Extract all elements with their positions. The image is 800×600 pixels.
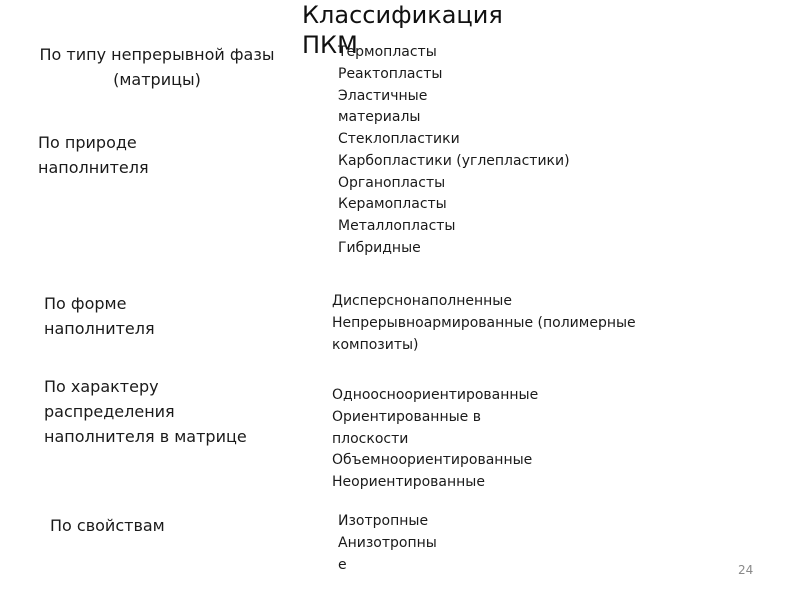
list-item: Дисперснонаполненные	[332, 293, 512, 309]
list-item: Стеклопластики	[338, 131, 460, 147]
category-filler-nature: По природе наполнителя	[38, 133, 149, 177]
list-item: Карбопластики (углепластики)	[338, 152, 570, 169]
category-properties: По свойствам	[50, 516, 165, 535]
list-item: Металлопласты	[338, 218, 456, 235]
list-item: е	[338, 556, 347, 573]
items-filler-nature	[338, 129, 570, 260]
list-item: Объемноориентированные	[332, 452, 533, 469]
list-item: материалы	[338, 109, 421, 126]
items-filler-distribution	[332, 385, 538, 494]
category-filler-distribution: По характеру распределения наполнителя в матрице	[44, 377, 247, 446]
list-item: Керамопласты	[338, 196, 447, 213]
items-filler-shape	[332, 291, 636, 356]
list-item: Реактопласты	[338, 65, 443, 82]
items-matrix-type	[338, 42, 442, 129]
list-item: Термопласты	[338, 44, 437, 60]
list-item: Изотропные	[338, 513, 429, 529]
list-item: композиты)	[332, 336, 419, 353]
list-item: Непрерывноармированные (полимерные	[332, 314, 636, 331]
list-item: Эластичные	[338, 87, 428, 104]
list-item: Органопласты	[338, 174, 446, 191]
category-matrix-type: По типу непрерывной фазы (матрицы)	[39, 45, 275, 89]
list-item: Неориентированные	[332, 474, 485, 491]
list-item: Гибридные	[338, 239, 421, 256]
slide-title: Классификация ПКМ	[302, 1, 503, 59]
page-number: 24	[738, 563, 754, 577]
items-properties	[338, 511, 437, 576]
list-item: Ориентированные в	[332, 408, 481, 425]
list-item: Анизотропны	[338, 534, 437, 551]
category-filler-shape: По форме наполнителя	[44, 294, 155, 338]
list-item: Одноосноориентированные	[332, 387, 539, 403]
list-item: плоскости	[332, 430, 409, 447]
